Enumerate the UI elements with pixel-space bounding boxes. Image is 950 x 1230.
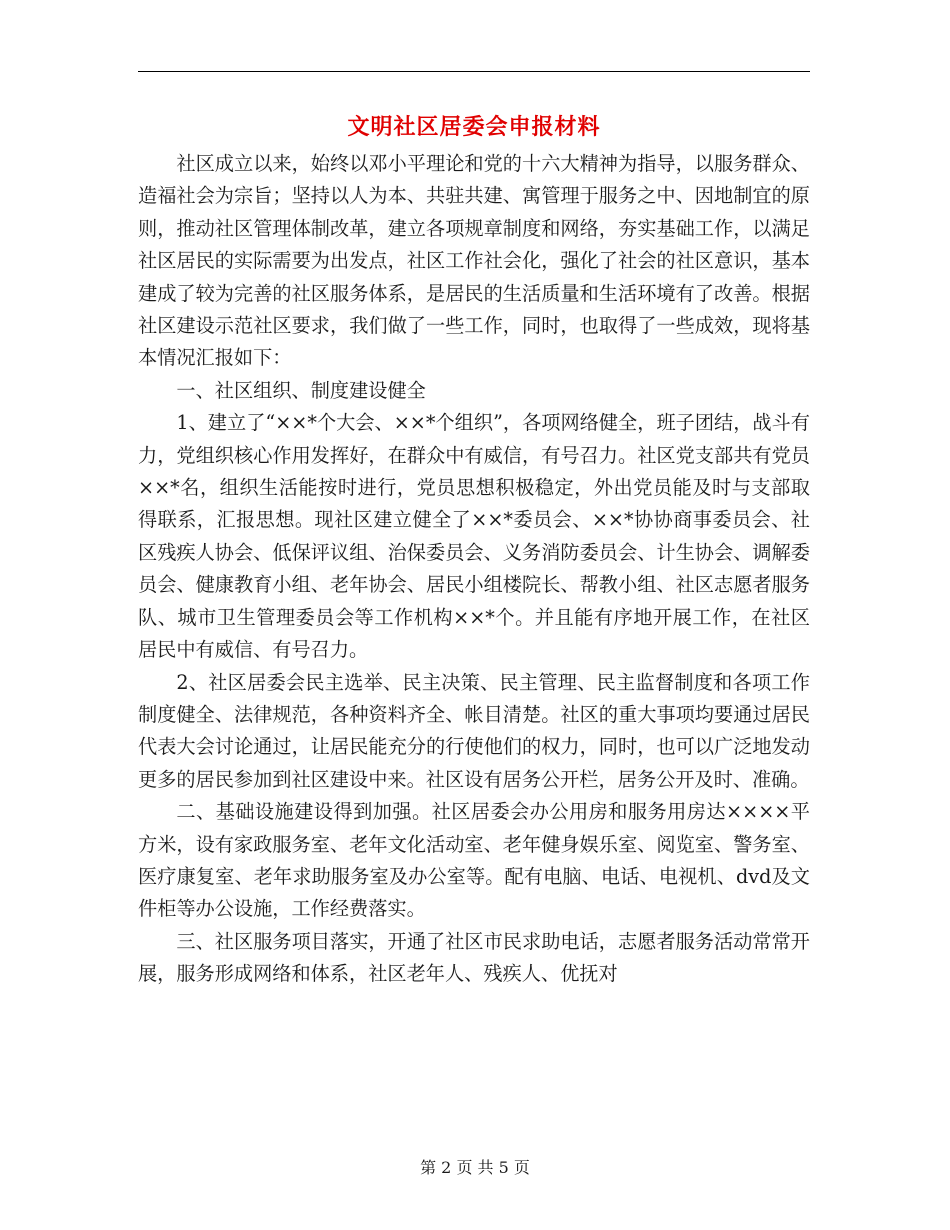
document-title: 文明社区居委会申报材料 <box>347 114 601 140</box>
section-heading-1: 一、社区组织、制度建设健全 <box>176 378 426 402</box>
paragraph-item-2: 2、社区居委会民主选举、民主决策、民主管理、民主监督制度和各项工作制度健全、法律规范，各种资料齐全、帐目清楚。社区的重大事项均要通过居民代表大会讨论通过，让居民能充分的行使他们的权力，同时，也可以广泛地发动更多的居民参加到社区建设中来。社区设有居务公开栏，居务公开及时、准确。 <box>138 670 810 791</box>
paragraph-intro: 社区成立以来，始终以邓小平理论和党的十六大精神为指导，以服务群众、造福社会为宗旨；坚持以人为本、共驻共建、寓管理于服务之中、因地制宜的原则，推动社区管理体制改革，建立各项规章制度和网络，夯实基础工作，以满足社区居民的实际需要为出发点，社区工作社会化，强化了社会的社区意识，基本建成了较为完善的社区服务体系，是居民的生活质量和生活环境有了改善。根据社区建设示范社区要求，我们做了一些工作，同时，也取得了一些成效，现将基本情况汇报如下： <box>138 152 810 370</box>
document-body <box>138 148 810 991</box>
section-heading-2: 二、基础设施建设得到加强。社区居委会办公用房和服务用房达××××平方米，设有家政服务室、老年文化活动室、老年健身娱乐室、阅览室、警务室、医疗康复室、老年求助服务室及办公室等。配有电脑、电话、电视机、dvd及文件柜等办公设施，工作经费落实。 <box>138 800 810 921</box>
header-rule <box>138 71 810 72</box>
page-number: 第 2 页 共 5 页 <box>420 1158 530 1177</box>
section-heading-3: 三、社区服务项目落实，开通了社区市民求助电话，志愿者服务活动常常开展，服务形成网络和体系，社区老年人、残疾人、优抚对 <box>138 929 810 986</box>
paragraph-item-1: 1、建立了“××*个大会、××*个组织”，各项网络健全，班子团结，战斗有力，党组织核心作用发挥好，在群众中有威信，有号召力。社区党支部共有党员××*名，组织生活能按时进行，党员思想积极稳定，外出党员能及时与支部取得联系，汇报思想。现社区建立健全了××*委员会、××*协协商事委员会、社区残疾人协会、低保评议组、治保委员会、义务消防委员会、计生协会、调解委员会、健康教育小组、老年协会、居民小组楼院长、帮教小组、社区志愿者服务队、城市卫生管理委员会等工作机构××*个。并且能有序地开展工作，在社区居民中有威信、有号召力。 <box>138 411 810 662</box>
